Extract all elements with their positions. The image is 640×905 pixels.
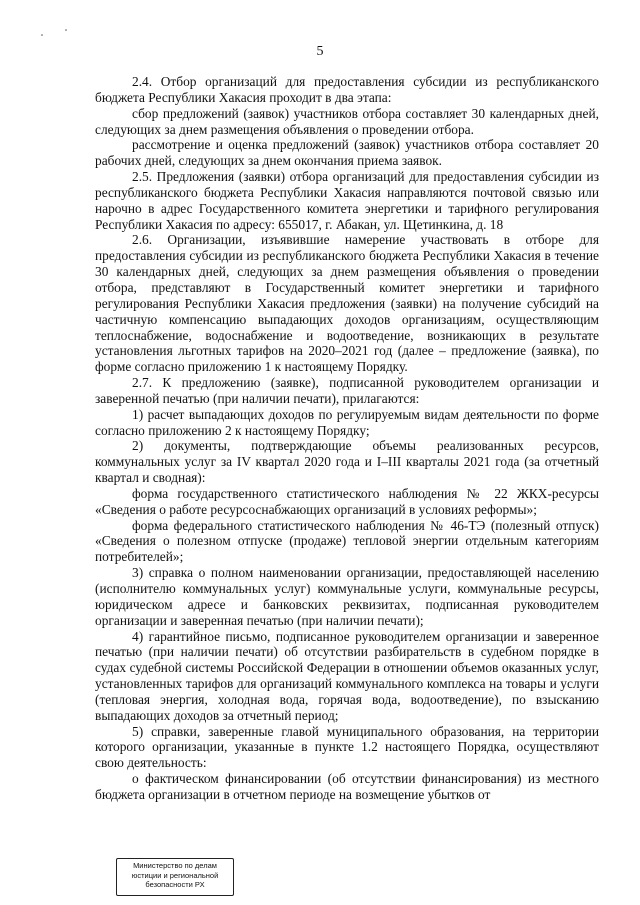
- paragraph: о фактическом финансировании (об отсутствии финансирования) из местного бюджета организации в отчетном периоде на возмещение убытков от: [95, 771, 599, 802]
- paragraph: 2) документы, подтверждающие объемы реализованных ресурсов, коммунальных услуг за IV квартал 2020 года и I–III кварталы 2021 года (за отчетный квартал и сводная):: [95, 438, 599, 486]
- paragraph: рассмотрение и оценка предложений (заявок) участников отбора составляет 20 рабочих дней, следующих за днем окончания приема заявок.: [95, 137, 599, 169]
- paragraph: 4) гарантийное письмо, подписанное руководителем организации и заверенное печатью (при наличии печати) об отсутствии разбирательств в судебном порядке в судах судебной системы Российской Федерации в отношении объемов оказанных услуг, установленных тарифов для организаций коммунального комплекса на товары и услуги (тепловая энергия, холодная вода, горячая вода, водоотведение), по взысканию выпадающих доходов за отчетный период;: [95, 628, 599, 723]
- paragraph: 2.4. Отбор организаций для предоставления субсидии из республиканского бюджета Республики Хакасия проходит в два этапа:: [95, 74, 599, 105]
- document-body: [95, 74, 599, 803]
- page-number: 5: [316, 44, 324, 59]
- paragraph: 2.6. Организации, изъявившие намерение участвовать в отборе для предоставления субсидии из республиканского бюджета Республики Хакасия в течение 30 календарных дней, следующих за днем размещения объявления о проведении отбора, представляют в Государственный комитет энергетики и тарифного регулирования Республики Хакасия предложения (заявки) на получение субсидий на частичную компенсацию выпадающих доходов организациям, осуществляющим теплоснабжение, водоснабжение и водоотведение, возникающих в результате установления льготных тарифов на 2020–2021 год (далее – предложение (заявка), по форме согласно приложению 1 к настоящему Порядку.: [95, 232, 599, 375]
- paragraph: форма государственного статистического наблюдения № 22 ЖКХ-ресурсы «Сведения о работе ресурсоснабжающих организаций в условиях реформы»;: [95, 485, 599, 517]
- paragraph: 3) справка о полном наименовании организации, предоставляющей населению (исполнителю коммунальных услуг) коммунальные услуги, коммунальные ресурсы, юридическом адресе и банковских реквизитах, подписанная руководителем организации и заверенная печатью (при наличии печати);: [95, 565, 599, 628]
- stamp-line: Министерство по делам: [133, 861, 217, 870]
- stamp-line: юстиции и региональной: [131, 870, 219, 880]
- ministry-stamp: [116, 858, 234, 896]
- paragraph: сбор предложений (заявок) участников отбора составляет 30 календарных дней, следующих за днем размещения объявления о проведении отбора.: [95, 105, 599, 137]
- paragraph: 1) расчет выпадающих доходов по регулируемым видам деятельности по форме согласно приложению 2 к настоящему Порядку;: [95, 406, 599, 438]
- stamp-line: безопасности РХ: [145, 880, 205, 889]
- scan-specks: [40, 26, 80, 38]
- paragraph: форма федерального статистического наблюдения № 46-ТЭ (полезный отпуск) «Сведения о полезном отпуске (продаже) тепловой энергии отдельным категориям потребителей»;: [95, 517, 599, 565]
- paragraph: 5) справки, заверенные главой муниципального образования, на территории которого организации, указанные в пункте 1.2 настоящего Порядка, осуществляют свою деятельность:: [95, 723, 599, 771]
- paragraph: 2.7. К предложению (заявке), подписанной руководителем организации и заверенной печатью (при наличии печати), прилагаются:: [95, 375, 599, 406]
- paragraph: 2.5. Предложения (заявки) отбора организаций для предоставления субсидии из республиканского бюджета Республики Хакасия направляются почтовой связью или нарочно в адрес Государственного комитета энергетики и тарифного регулирования Республики Хакасия по адресу: 655017, г. Абакан, ул. Щетинкина, д. 18: [95, 169, 599, 232]
